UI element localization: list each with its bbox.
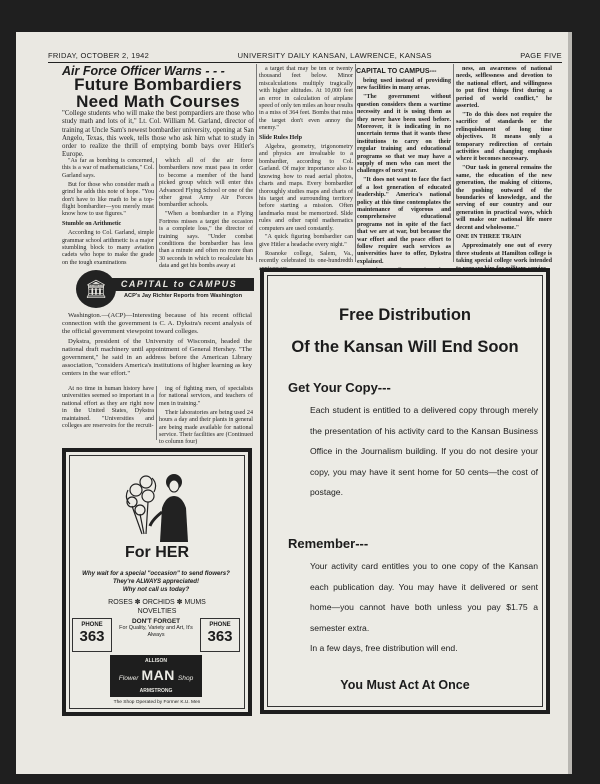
capital-to-campus-banner: [64, 268, 254, 310]
logo-right: Shop: [177, 675, 194, 682]
capitol-dome-icon: 🏛: [76, 270, 116, 308]
page-number: PAGE FIVE: [520, 50, 562, 60]
kansan-distribution-ad: [260, 268, 550, 714]
ad-footer: You Must Act At Once: [340, 678, 470, 692]
page-edge: [568, 32, 572, 774]
paragraph: "To do this does not require the sacrifice of standards or the relinquishment of long time objectives. It means only a temporary redirection of certain activities and changing emphasis where it becomes necessary.: [456, 111, 552, 163]
filler-item: Roanoke college, Salem, Va., recently celebrated its one-hundredth: [259, 250, 353, 265]
ad-title-line-1: Free Distribution: [338, 306, 471, 324]
banner-tagline: ACP's Jay Richter Reports from Washington: [124, 293, 242, 299]
paragraph: Their laboratories are being used 24 hours a day and their plants in general are being made available for national service. Their facilities are (Continued to column four): [159, 409, 253, 446]
flower-list: ROSES ✽ ORCHIDS ✽ MUMS: [108, 599, 206, 606]
banner-title: CAPITAL to CAMPUS: [104, 278, 254, 291]
paragraph: ing of fighting men, of specialists for national services, and teachers of men in training.": [159, 386, 253, 407]
phone-label: PHONE: [209, 622, 231, 628]
subheading: ONE IN THREE TRAIN: [456, 233, 522, 240]
paragraph: "The government without question considers them a wartime necessity and it is using them as they never have been used before. Moreover, it is indicating in no uncertain terms that it wants these institutions to carry on their regular training and educational programs so that we may have a supply of men who can meet the challenges of next year.: [357, 94, 451, 175]
ad-paragraph-2: [282, 556, 538, 659]
subheading: Stumble on Arithmetic: [62, 220, 122, 227]
continued-heading: CAPITAL TO CAMPUS---: [356, 68, 437, 75]
issue-date: FRIDAY, OCTOBER 2, 1942: [48, 50, 150, 60]
phone-box-left: [72, 618, 112, 652]
ad-subheading-2: Remember---: [288, 536, 369, 551]
ad-call-line: Why not call us today?: [122, 586, 190, 593]
paragraph: At no time in human history have universities seemed so important in a national effort as they are right now in the United States, Dykstra maintained. "Universities and colleges are reservoirs for the recruit-: [62, 386, 154, 430]
logo-top: ALLISON: [145, 658, 167, 664]
ad-paragraph-1: [282, 400, 538, 503]
article-column-3: [259, 66, 353, 265]
phone-label: PHONE: [81, 622, 103, 628]
column-rule: [156, 158, 157, 262]
article-wide-text: [62, 312, 252, 384]
page-header: [48, 48, 562, 62]
article-column-6: [62, 386, 154, 440]
column-rule: [156, 386, 157, 440]
phone-number: 363: [79, 628, 105, 645]
ad-subheading-1: Get Your Copy---: [288, 380, 391, 395]
dont-forget-title: DON'T FORGET: [131, 618, 181, 625]
column-rule: [256, 64, 257, 262]
header-rule: [48, 62, 562, 63]
logo-main: MAN: [141, 667, 175, 683]
dont-forget-block: [116, 618, 196, 652]
ad-footer: The Shop Operated by Former K.U. Men: [113, 700, 201, 705]
flower-shop-logo: [110, 655, 202, 697]
ad-tagline: Why wait for a special "occasion" to send flowers? They're ALWAYS appreciated!: [82, 570, 230, 585]
paragraph: But for those who consider math a grind he adds this note of hope. "You don't have to like math to be a top-flight bombardier—you merely must know how to use figures.": [62, 181, 154, 218]
flower-shop-ad: [62, 448, 252, 716]
article-kicker: Air Force Officer Warns - - -: [62, 64, 225, 78]
paragraph: being used instead of providing new facilities in many areas.: [357, 78, 451, 92]
paragraph: In a few days, free distribution will end.: [310, 643, 458, 653]
article-column-7: [159, 386, 253, 446]
paragraph: which all of the air force bombardiers now must pass in order to become a member of the hand picked group which will enter this Advanced Flying School or one of the other great Army Air Forces bombardier schools.: [159, 158, 253, 209]
paper-name: UNIVERSITY DAILY KANSAN, LAWRENCE, KANSAS: [237, 50, 432, 60]
logo-bottom: ARMSTRONG: [139, 688, 173, 694]
logo-left: Flower: [118, 675, 139, 682]
paragraph: Algebra, geometry, trigonometry and physics are invaluable to a bombardier, according to Col. Garland. Of major importance also is knowing how to read aerial photos, charts and maps. Every bombardier thoroughly studies maps and charts of his target and surrounding territory before starting a mission. Often landmarks must be memorized. Slide rules and other rapid mathematics computers are used constantly.: [259, 144, 353, 232]
article-column-1: [62, 158, 154, 266]
paragraph: "As far as bombing is concerned, this is a war of mathematicians," Col. Garland says.: [62, 158, 154, 179]
paragraph: Your activity card entitles you to one copy of the Kansan each publication day. You may have it delivered or sent home—you cannot have both unless you pay $1.75 a semester extra.: [310, 561, 538, 633]
paragraph: Each student is entitled to a delivered copy through merely the presentation of his activity card to the Kansan Business Office in the Journalism building. If you do not desire your copy, you may have it sent home for 50 cents—the cost of postage.: [310, 405, 538, 497]
article-lead: "College students who will make the best pompardiers are those who study math and lots of it," Lt. Col. William M. Garland, director of training at Uncle Sam's newest bombardier university, opening at San Angelo, Texas, this week, tells those who ask him what to study in order to realize the thrill of emptying bomb bays over Hitler's Europe.: [62, 110, 254, 159]
paragraph: a target that may be ten or twenty thousand feet below. Minor miscalculations multiply tragically with higher altitudes. At 10,000 feet an error in calculation of airplane speed of only ten miles an hour results in a miss of 364 feet. Bombs that miss the target don't even annoy the enemy.": [259, 66, 353, 132]
article-headline: Future Bombardiers Need Math Courses: [74, 75, 242, 111]
column-rule: [355, 64, 356, 262]
article-column-2: [159, 158, 253, 270]
phone-number: 363: [207, 628, 233, 645]
paragraph: ness, an awareness of national needs, selflessness and devotion to the national effort, and willingness to put first things first during a period of world conflict," he asserted.: [456, 66, 552, 110]
ad-title: For HER: [125, 544, 189, 561]
novelties-label: NOVELTIES: [137, 608, 177, 615]
woman-with-flowers-icon: [122, 468, 198, 542]
dont-forget-text: For Quality, Variety and Art, It's Always: [119, 625, 193, 638]
paragraph: "Our task in general remains the same, the education of the new generation, the making of citizens, the pushing outward of the boundaries of knowledge, and the serving of our country and our generation in practical ways, which will make our national life more decent and wholesome.": [456, 165, 552, 231]
ad-title-line-2: Of the Kansan Will End Soon: [291, 338, 519, 356]
paragraph: Approximately one out of every three students at Hamilton college is taking special college work intended: [456, 243, 552, 265]
paragraph: According to Col. Garland, simple grammar school arithmetic is a major stumbling block to many aviation cadets who hope to make the grade on the tough examinations: [62, 230, 154, 266]
paragraph: Washington.—(ACP)—Interesting because of his recent official connection with the government is C. A. Dykstra's recent analysis of the official government viewpoint toward colleges.: [62, 312, 252, 336]
paragraph: "A quick figuring bombardier can give Hitler a headache every night.": [259, 234, 353, 248]
phone-box-right: [200, 618, 240, 652]
logo-middle: [112, 667, 200, 683]
paragraph: "It does not want to face the fact of a lost generation of educated leadership." America's national policy at this time contemplates the maintenance of vigorous and comprehensive educational programs not in spite of the fact that we are at war, but because the war effort and the peace effort to follow require such services as universities have to offer, Dykstra explained.: [357, 177, 451, 265]
article-column-4: [357, 78, 451, 265]
article-column-5: [456, 66, 552, 265]
paragraph: "When a bombardier in a Flying Fortress misses a target the occasion is a complete loss," the director of training says. "Under combat conditions the bombardier has less than a minute and often no more than 30 seconds in which to recalculate his data and get his bombs away at: [159, 211, 253, 270]
paragraph: Dykstra, president of the University of Wisconsin, headed the national draft machinery until appointment of General Hershey. "The government," he said in an address before the American Library association, "considers America's institutions of higher learning as key centers in the war effort.": [62, 337, 252, 378]
column-rule: [453, 64, 454, 262]
subheading: Slide Rules Help: [259, 134, 303, 141]
